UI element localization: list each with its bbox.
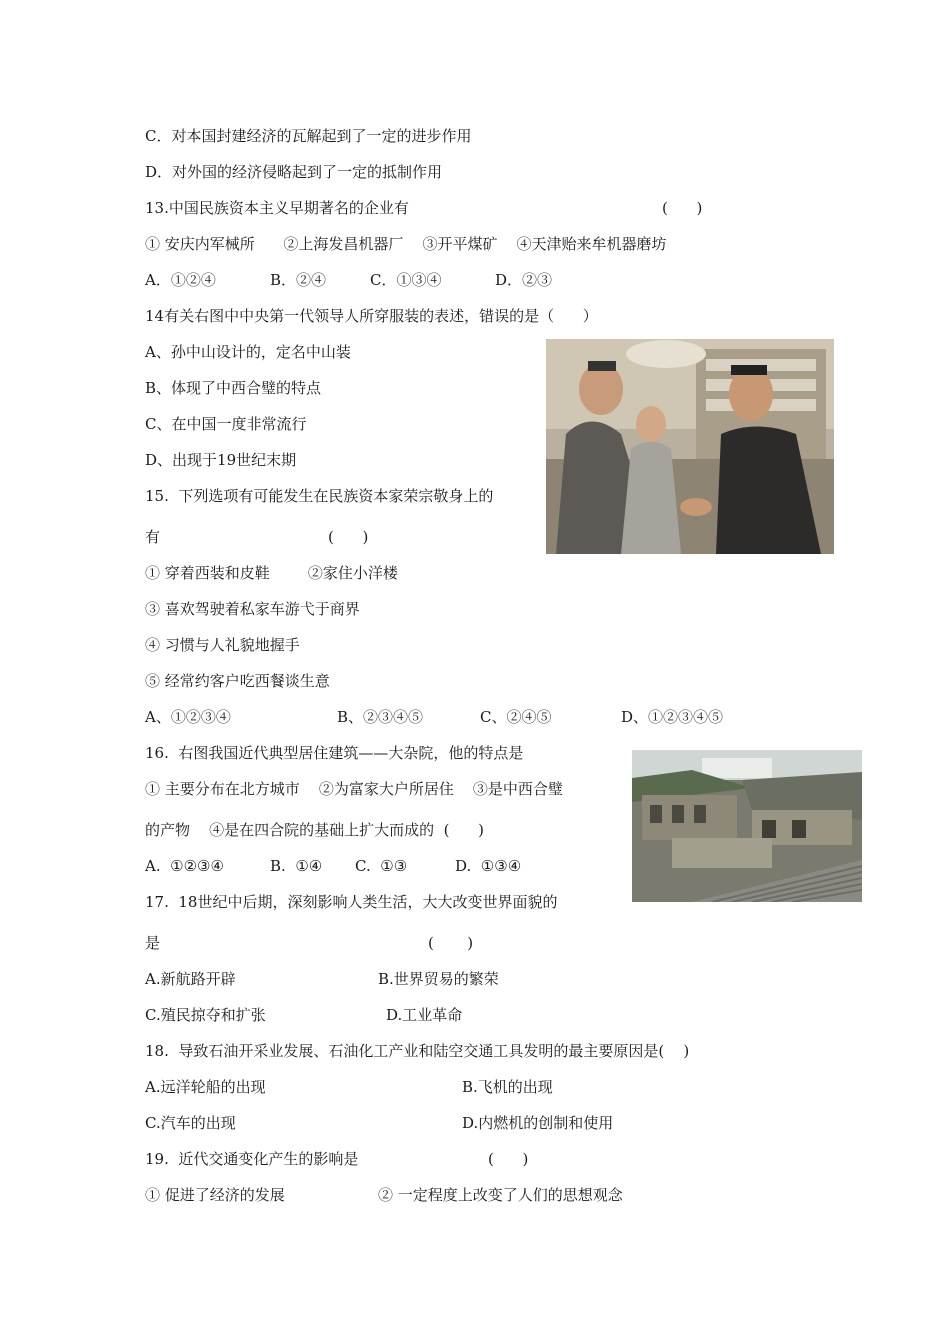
q18-option-c: C.汽车的出现 [145, 1114, 236, 1132]
q16-option-c: C. ①③ [355, 857, 408, 875]
q17-stem: 17. 18世纪中后期，深刻影响人类生活，大大改变世界面貌的 [145, 893, 558, 911]
q18-stem: 18. 导致石油开采业发展、石油化工产业和陆空交通工具发明的最主要原因是( ) [145, 1042, 690, 1060]
q13-option-c: C．①③④ [370, 271, 442, 289]
q15-item-4: ④ 习惯与人礼貌地握手 [145, 636, 300, 654]
q17-stem-continued: 是 [145, 934, 161, 952]
q16-option-b: B. ①④ [270, 857, 323, 875]
q19-answer-bracket: ( ) [488, 1150, 529, 1168]
leaders-handshake-photo [546, 339, 834, 554]
q16-stem: 16. 右图我国近代典型居住建筑——大杂院，他的特点是 [145, 744, 524, 762]
q15-option-b: B、②③④⑤ [337, 708, 424, 726]
q15-item-1-2: ① 穿着西装和皮鞋 ②家住小洋楼 [145, 564, 398, 582]
q15-stem-continued: 有 [145, 528, 161, 546]
q14-option-c: C、在中国一度非常流行 [145, 415, 307, 433]
q14-stem: 14有关右图中中央第一代领导人所穿服装的表述，错误的是（ ） [145, 307, 598, 325]
q18-option-d: D.内燃机的创制和使用 [462, 1114, 614, 1132]
q14-option-a: A、孙中山设计的，定名中山装 [145, 343, 351, 361]
q15-stem: 15. 下列选项有可能发生在民族资本家荣宗敬身上的 [145, 487, 494, 505]
q19-stem: 19. 近代交通变化产生的影响是 [145, 1150, 359, 1168]
q14-option-b: B、体现了中西合璧的特点 [145, 379, 322, 397]
q17-answer-bracket: ( ) [428, 934, 474, 952]
q13-option-a: A．①②④ [145, 271, 216, 289]
q17-option-b: B.世界贸易的繁荣 [378, 970, 499, 988]
q16-items: ① 主要分布在北方城市 ②为富家大户所居住 ③是中西合璧 [145, 780, 563, 798]
q19-item-1: ① 促进了经济的发展 [145, 1186, 285, 1204]
q18-option-a: A.远洋轮船的出现 [145, 1078, 266, 1096]
q15-option-c: C、②④⑤ [480, 708, 552, 726]
q14-option-d: D、出现于19世纪末期 [145, 451, 297, 469]
q16-option-a: A. ①②③④ [145, 857, 224, 875]
q13-items: ① 安庆内军械所 ②上海发昌机器厂 ③开平煤矿 ④天津贻来牟机器磨坊 [145, 235, 667, 253]
q17-option-a: A.新航路开辟 [145, 970, 236, 988]
q16-option-d: D. ①③④ [455, 857, 522, 875]
q19-item-2: ② 一定程度上改变了人们的思想观念 [378, 1186, 623, 1204]
q13-option-d: D．②③ [495, 271, 553, 289]
q15-option-a: A、①②③④ [145, 708, 231, 726]
q12-option-c: C．对本国封建经济的瓦解起到了一定的进步作用 [145, 127, 472, 145]
courtyard-dazayuan-photo [632, 750, 862, 902]
q17-option-c: C.殖民掠夺和扩张 [145, 1006, 266, 1024]
q13-answer-bracket: ( ) [662, 199, 703, 217]
q16-items-continued: 的产物 ④是在四合院的基础上扩大而成的 ( ) [145, 821, 484, 839]
q15-answer-bracket: ( ) [328, 528, 369, 546]
q13-stem: 13.中国民族资本主义早期著名的企业有 [145, 199, 409, 217]
q12-option-d: D．对外国的经济侵略起到了一定的抵制作用 [145, 163, 443, 181]
q15-item-5: ⑤ 经常约客户吃西餐谈生意 [145, 672, 330, 690]
q15-item-3: ③ 喜欢驾驶着私家车游弋于商界 [145, 600, 360, 618]
q13-option-b: B．②④ [270, 271, 327, 289]
q17-option-d: D.工业革命 [386, 1006, 463, 1024]
q18-option-b: B.飞机的出现 [462, 1078, 553, 1096]
q15-option-d: D、①②③④⑤ [621, 708, 724, 726]
